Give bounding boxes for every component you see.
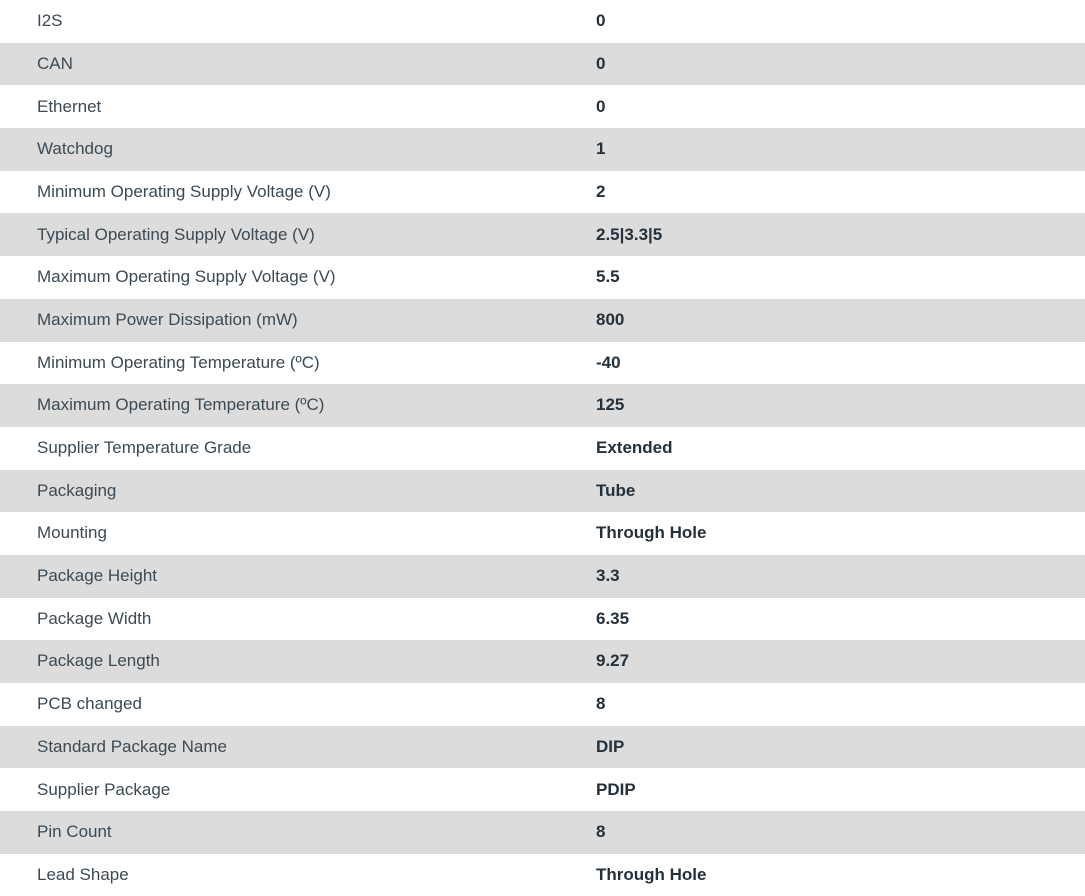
table-row: [0, 43, 1085, 86]
spec-label: I2S: [0, 0, 567, 43]
spec-value: 8: [567, 683, 1085, 726]
table-row: [0, 342, 1085, 385]
spec-label: Typical Operating Supply Voltage (V): [0, 213, 567, 256]
spec-value: 6.35: [567, 598, 1085, 641]
spec-value: PDIP: [567, 768, 1085, 811]
spec-value: -40: [567, 342, 1085, 385]
table-row: [0, 811, 1085, 854]
spec-label: Mounting: [0, 512, 567, 555]
table-row: [0, 128, 1085, 171]
spec-label: Package Length: [0, 640, 567, 683]
spec-value: 125: [567, 384, 1085, 427]
table-row: [0, 299, 1085, 342]
spec-label: Lead Shape: [0, 854, 567, 896]
table-row: [0, 85, 1085, 128]
spec-label: Watchdog: [0, 128, 567, 171]
spec-value: 800: [567, 299, 1085, 342]
table-row: [0, 0, 1085, 43]
spec-value: 2.5|3.3|5: [567, 213, 1085, 256]
spec-label: Maximum Operating Temperature (ºC): [0, 384, 567, 427]
spec-label: Maximum Power Dissipation (mW): [0, 299, 567, 342]
spec-value: Extended: [567, 427, 1085, 470]
spec-label: Ethernet: [0, 85, 567, 128]
spec-value: 9.27: [567, 640, 1085, 683]
spec-value: 8: [567, 811, 1085, 854]
table-row: [0, 470, 1085, 513]
spec-label: Standard Package Name: [0, 726, 567, 769]
table-row: [0, 555, 1085, 598]
spec-value: 0: [567, 0, 1085, 43]
spec-label: Supplier Temperature Grade: [0, 427, 567, 470]
table-row: [0, 171, 1085, 214]
table-row: [0, 768, 1085, 811]
spec-label: Minimum Operating Temperature (ºC): [0, 342, 567, 385]
spec-value: DIP: [567, 726, 1085, 769]
spec-label: Package Width: [0, 598, 567, 641]
spec-value: Through Hole: [567, 512, 1085, 555]
spec-value: 5.5: [567, 256, 1085, 299]
table-row: [0, 683, 1085, 726]
table-row: [0, 256, 1085, 299]
spec-value: Tube: [567, 470, 1085, 513]
spec-value: 1: [567, 128, 1085, 171]
table-row: [0, 726, 1085, 769]
table-row: [0, 427, 1085, 470]
spec-label: Maximum Operating Supply Voltage (V): [0, 256, 567, 299]
spec-label: Packaging: [0, 470, 567, 513]
spec-label: Minimum Operating Supply Voltage (V): [0, 171, 567, 214]
spec-value: 0: [567, 85, 1085, 128]
spec-value: Through Hole: [567, 854, 1085, 896]
spec-value: 0: [567, 43, 1085, 86]
spec-label: CAN: [0, 43, 567, 86]
spec-label: Supplier Package: [0, 768, 567, 811]
spec-label: Package Height: [0, 555, 567, 598]
spec-label: Pin Count: [0, 811, 567, 854]
table-row: [0, 640, 1085, 683]
spec-label: PCB changed: [0, 683, 567, 726]
spec-value: 3.3: [567, 555, 1085, 598]
table-row: [0, 512, 1085, 555]
table-row: [0, 213, 1085, 256]
table-row: [0, 598, 1085, 641]
table-row: [0, 384, 1085, 427]
spec-value: 2: [567, 171, 1085, 214]
